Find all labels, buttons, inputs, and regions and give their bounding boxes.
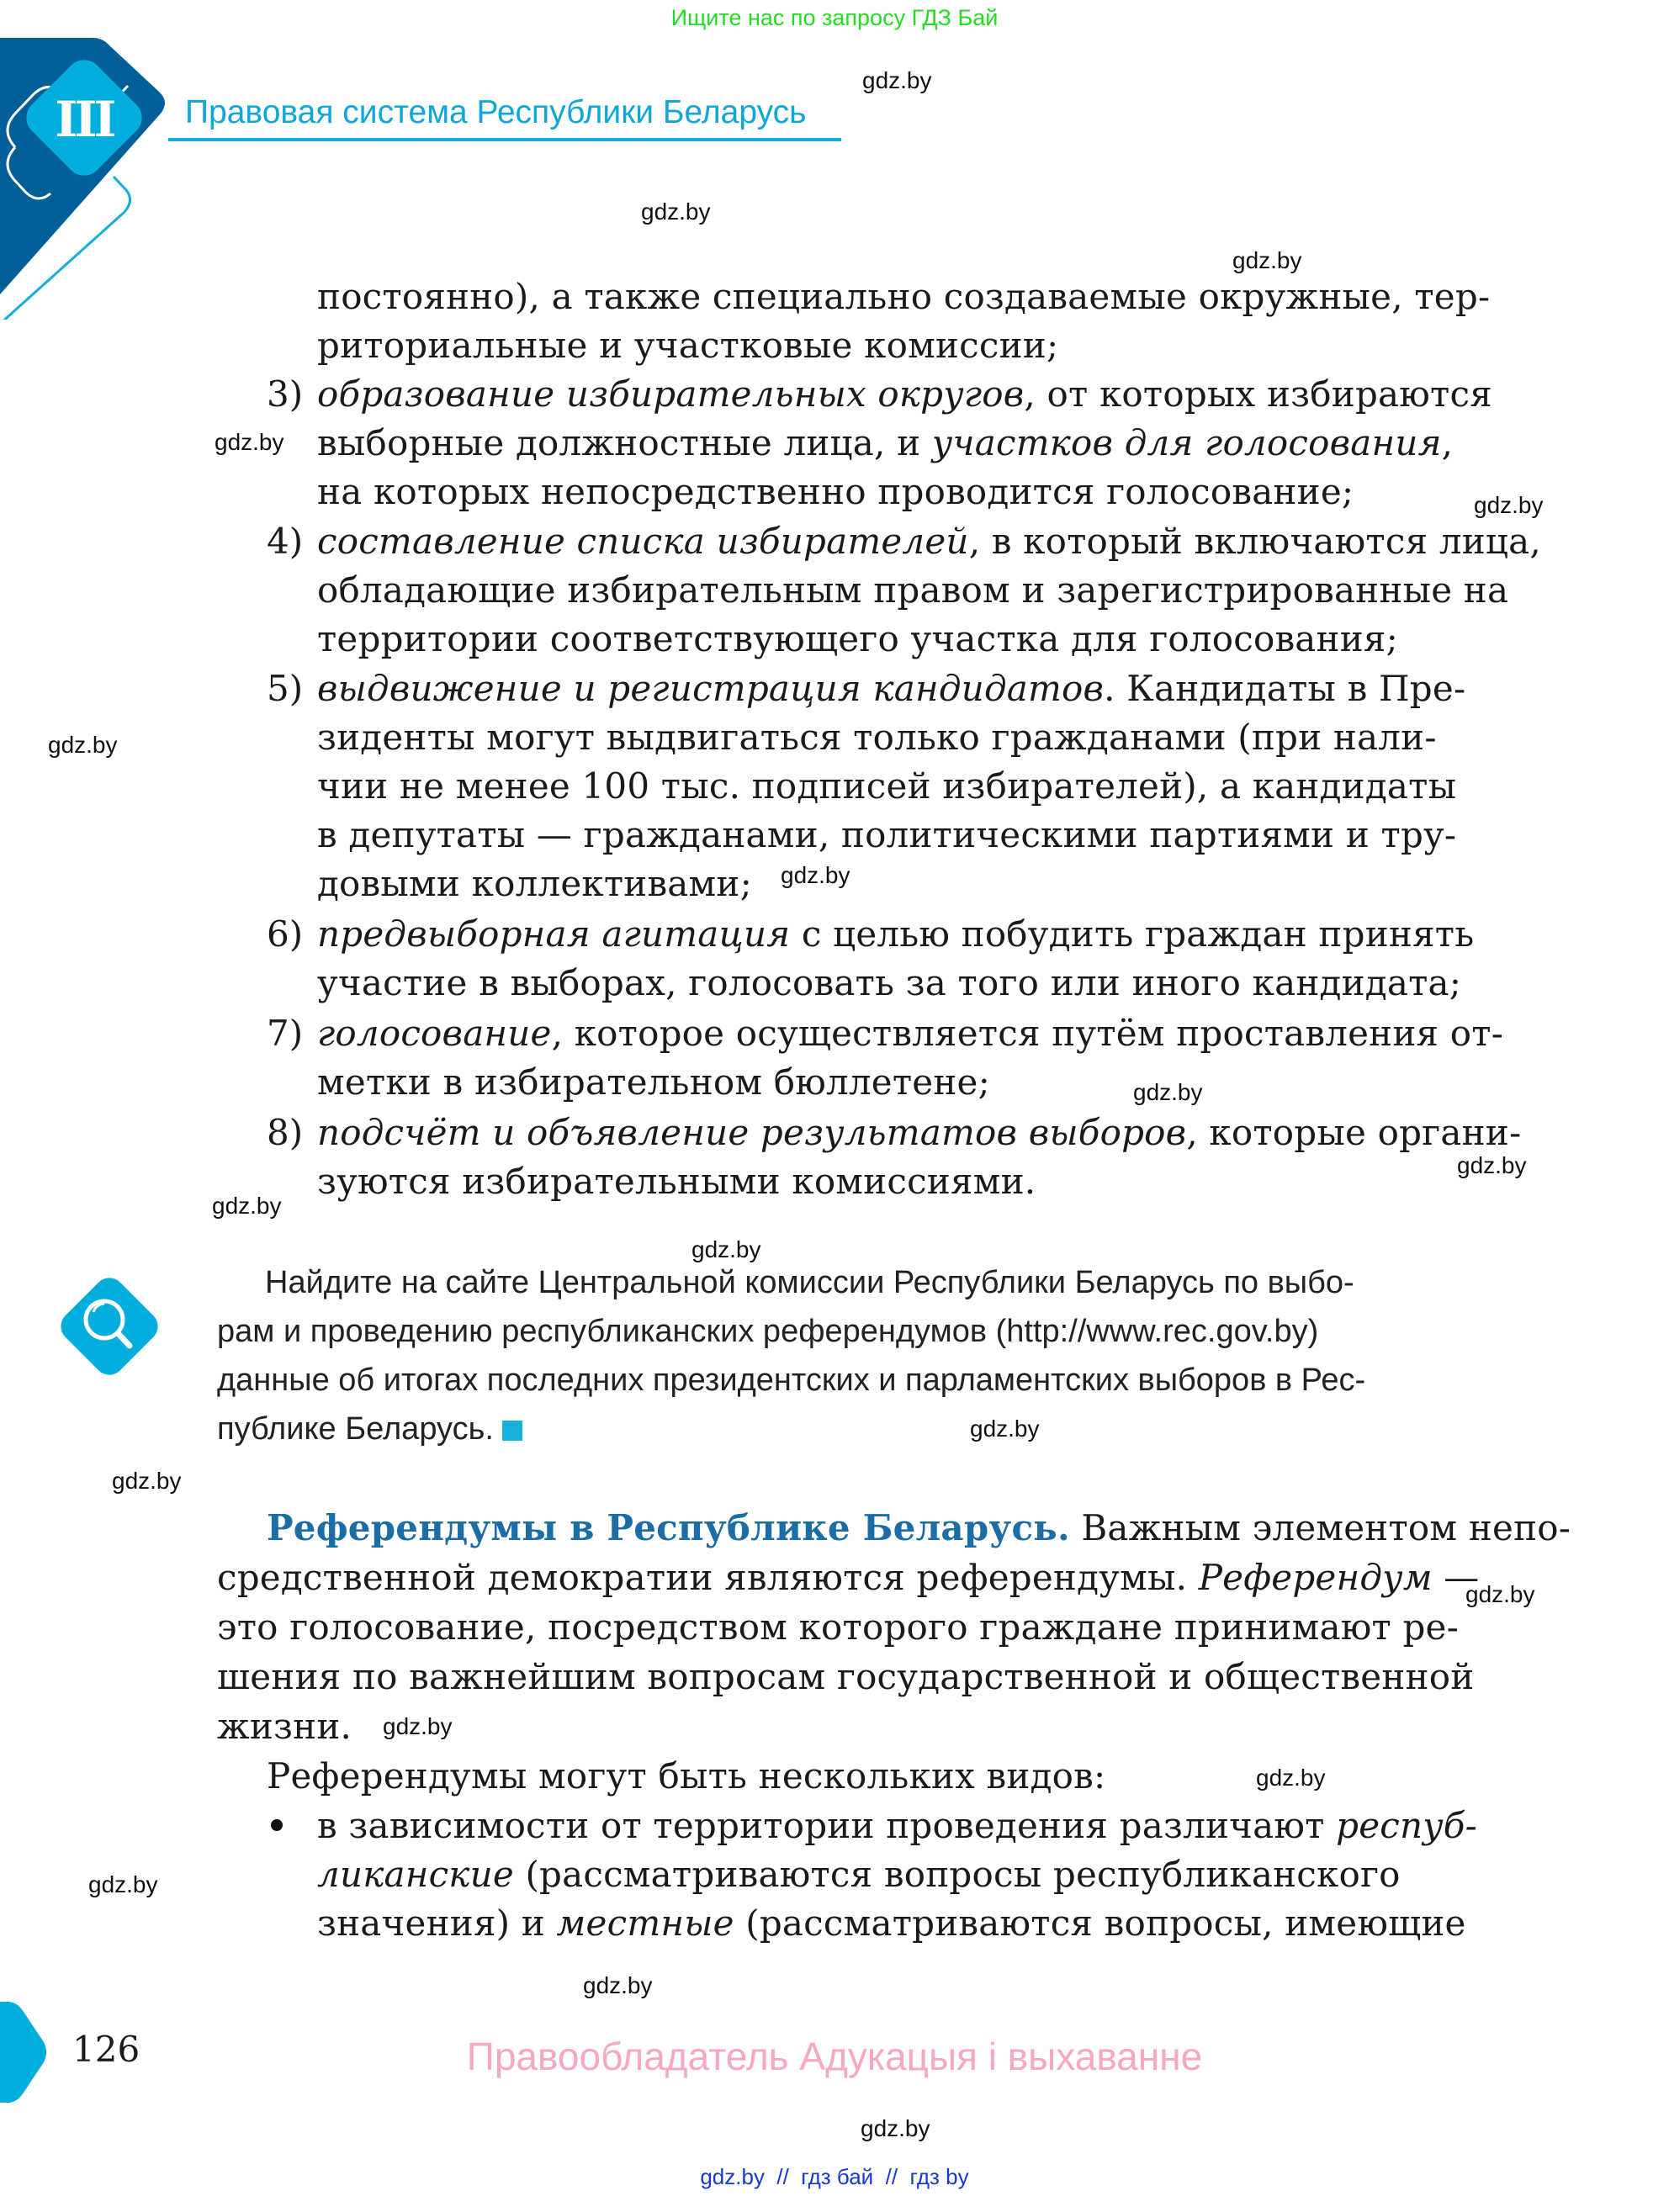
text-run: зуются избирательными комиссиями.	[317, 1161, 1036, 1202]
text-run: значения) и	[317, 1902, 557, 1944]
list-item-line	[317, 370, 1492, 419]
watermark: gdz.by	[641, 198, 711, 225]
copyright-notice: Правообладатель Адукацыя і выхаванне	[466, 2035, 1203, 2078]
bullet-line	[317, 1899, 1466, 1948]
list-item-line	[317, 959, 1461, 1008]
referendum-paragraph-line	[217, 1553, 1480, 1602]
watermark: gdz.by	[88, 1871, 158, 1897]
chapter-title-underline	[168, 138, 841, 141]
bullet-line	[317, 1802, 1477, 1850]
list-item-line	[317, 860, 752, 908]
list-item-line	[317, 811, 1456, 860]
text-run: , которые органи-	[1186, 1112, 1522, 1153]
task-text-line: Найдите на сайте Центральной комиссии Республики Беларусь по выбо-	[265, 1265, 1354, 1300]
list-item-number: 5)	[267, 668, 304, 709]
list-item-line	[317, 419, 1453, 468]
list-continuation-line: постоянно), а также специально создаваемые окружные, тер-	[317, 276, 1491, 317]
watermark: gdz.by	[583, 1972, 653, 1998]
referendum-types-intro: Референдумы могут быть нескольких видов:	[267, 1755, 1106, 1797]
text-run: обладающие избирательным правом и зарегистрированные на	[317, 569, 1509, 611]
watermark: gdz.by	[112, 1468, 182, 1494]
list-item-line	[317, 517, 1541, 566]
list-item-number: 7)	[267, 1013, 304, 1054]
referendum-paragraph-line	[217, 1653, 1474, 1701]
text-run: зиденты могут выдвигаться только гражданами (при нали-	[317, 717, 1437, 758]
text-run: довыми коллективами;	[317, 863, 752, 904]
text-run: , которое осуществляется путём проставления от-	[551, 1013, 1504, 1054]
referendum-paragraph-line	[267, 1504, 1571, 1553]
emphasized-term: респуб-	[1336, 1805, 1478, 1846]
emphasized-term: предвыборная агитация	[317, 913, 791, 955]
end-of-task-marker	[502, 1421, 522, 1441]
watermark: gdz.by	[1256, 1765, 1326, 1791]
text-run: —	[1432, 1557, 1480, 1598]
emphasized-term: составление списка избирателей	[317, 521, 969, 562]
task-text-line: данные об итогах последних президентских и парламентских выборов в Рес-	[217, 1363, 1366, 1398]
list-item-line	[317, 1009, 1503, 1058]
text-run: метки в избирательном бюллетене;	[317, 1061, 990, 1103]
emphasized-term: местные	[556, 1902, 734, 1944]
text-run: выборные должностные лица, и	[317, 422, 932, 463]
list-item-line	[317, 566, 1508, 615]
list-item-line	[317, 1058, 990, 1107]
list-item-line	[317, 615, 1398, 664]
list-item-line	[317, 762, 1456, 811]
watermark: gdz.by	[1465, 1581, 1535, 1607]
bullet-point	[271, 1819, 283, 1831]
watermark: gdz.by	[383, 1713, 453, 1739]
emphasized-term: голосование	[317, 1013, 552, 1054]
magnifier-icon	[49, 1266, 170, 1387]
text-run: , в который включаются лица,	[968, 521, 1541, 562]
text-run: жизни.	[217, 1706, 352, 1747]
watermark: gdz.by	[1474, 492, 1544, 518]
emphasized-term: ликанские	[317, 1854, 514, 1895]
watermark: gdz.by	[48, 732, 118, 758]
text-run: , от которых избираются	[1024, 373, 1492, 415]
footer-links[interactable]: gdz.by // гдз бай // гдз by	[700, 2164, 969, 2189]
watermark: gdz.by	[1133, 1079, 1203, 1105]
section-heading: Референдумы в Республике Беларусь.	[267, 1507, 1070, 1548]
search-hint-banner: Ищите нас по запросу ГДЗ Бай	[670, 5, 999, 30]
text-run: (рассматриваются вопросы, имеющие	[734, 1902, 1466, 1944]
emphasized-term: Референдум	[1198, 1557, 1433, 1598]
list-item-line	[317, 1109, 1521, 1157]
page-number: 126	[72, 2029, 140, 2070]
text-run: территории соответствующего участка для голосования;	[317, 618, 1398, 659]
watermark: gdz.by	[215, 429, 284, 455]
text-run: ,	[1441, 422, 1454, 463]
text-run: Важным элементом непо-	[1069, 1507, 1571, 1548]
watermark: gdz.by	[861, 2115, 930, 2141]
watermark: gdz.by	[781, 862, 850, 888]
bullet-line	[317, 1850, 1401, 1899]
text-run: средственной демократии являются референдумы.	[217, 1557, 1199, 1598]
text-run: участие в выборах, голосовать за того или иного кандидата;	[317, 962, 1462, 1003]
text-run: это голосование, посредством которого граждане принимают ре-	[217, 1606, 1459, 1648]
text-run: шения по важнейшим вопросам государственной и общественной	[217, 1656, 1475, 1697]
list-item-line	[317, 910, 1474, 959]
list-item-line	[317, 713, 1437, 762]
watermark: gdz.by	[1232, 247, 1302, 273]
list-item-line	[317, 468, 1354, 516]
watermark: gdz.by	[212, 1193, 282, 1219]
task-text-line: рам и проведению республиканских референдумов (http://www.rec.gov.by)	[217, 1314, 1319, 1349]
referendum-paragraph-line	[217, 1702, 352, 1751]
text-run: с целью побудить граждан принять	[790, 913, 1475, 955]
emphasized-term: подсчёт и объявление результатов выборов	[317, 1112, 1187, 1153]
emphasized-term: участков для голосования	[931, 422, 1442, 463]
emphasized-term: выдвижение и регистрация кандидатов	[317, 668, 1105, 709]
text-run: (рассматриваются вопросы республиканского	[513, 1854, 1401, 1895]
watermark: gdz.by	[970, 1416, 1040, 1442]
text-run: чии не менее 100 тыс. подписей избирателей), а кандидаты	[317, 765, 1457, 807]
text-run: на которых непосредственно проводится голосование;	[317, 471, 1354, 512]
text-run: в депутаты — гражданами, политическими партиями и тру-	[317, 814, 1457, 855]
text-run: . Кандидаты в Пре-	[1104, 668, 1466, 709]
watermark: gdz.by	[691, 1236, 761, 1262]
text-run: в зависимости от территории проведения различают	[317, 1805, 1337, 1846]
chapter-title: Правовая система Республики Беларусь	[185, 94, 807, 130]
list-item-line	[317, 1157, 1036, 1206]
watermark: gdz.by	[862, 67, 932, 93]
task-icon-badge	[49, 1266, 170, 1387]
list-item-number: 6)	[267, 913, 304, 955]
list-continuation-line: риториальные и участковые комиссии;	[317, 325, 1059, 366]
list-item-line	[317, 664, 1465, 713]
chapter-numeral: III	[55, 91, 114, 148]
emphasized-term: образование избирательных округов	[317, 373, 1025, 415]
chapter-badge	[0, 34, 202, 320]
list-item-number: 3)	[267, 373, 304, 415]
list-item-number: 8)	[267, 1112, 304, 1153]
task-text-line: публике Беларусь.	[217, 1405, 522, 1453]
list-item-number: 4)	[267, 521, 304, 562]
referendum-paragraph-line	[217, 1603, 1459, 1652]
watermark: gdz.by	[1457, 1152, 1527, 1178]
